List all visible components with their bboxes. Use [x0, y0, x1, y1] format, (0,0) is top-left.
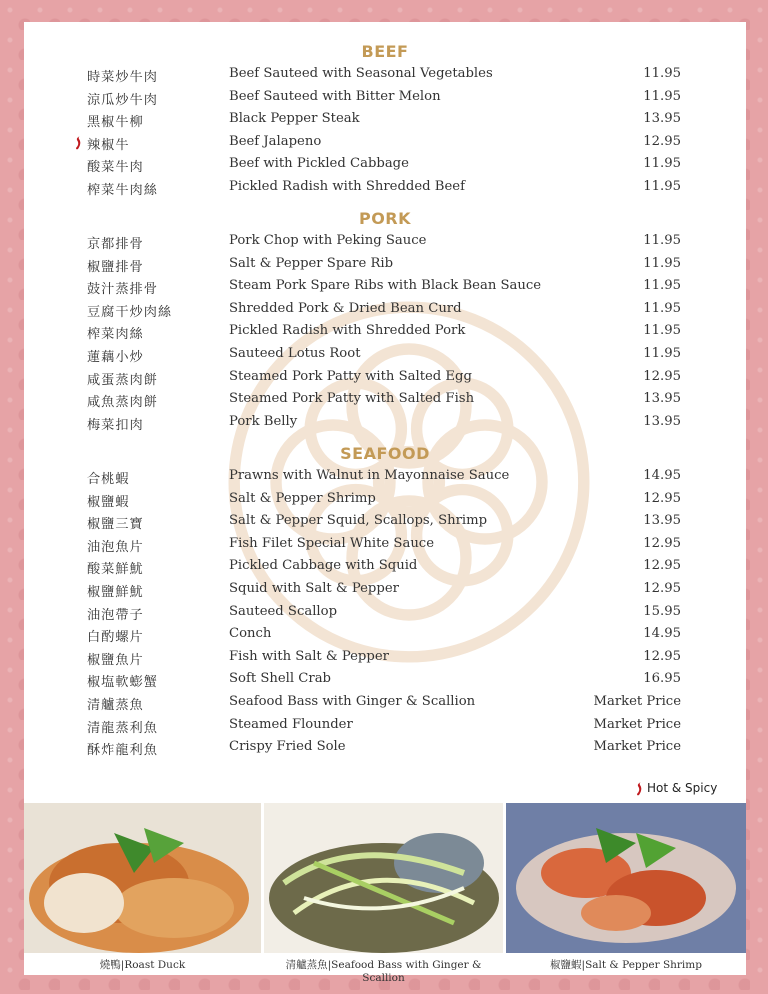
menu-item-price: 12.95: [643, 648, 681, 664]
menu-item-chinese-name: 油泡帶子: [87, 607, 144, 623]
menu-item: [24, 669, 746, 691]
menu-item-price: 13.95: [643, 513, 681, 529]
menu-item-price: 12.95: [643, 558, 681, 574]
menu-item-chinese-name: 椒塩軟蟛蟹: [87, 675, 158, 691]
menu-item-price: 12.95: [643, 133, 681, 149]
menu-item-english-name: Steam Pork Spare Ribs with Black Bean Sauce: [229, 278, 542, 294]
menu-item-english-name: Beef with Pickled Cabbage: [229, 156, 409, 172]
menu-item: [24, 344, 746, 366]
menu-item-english-name: Sauteed Scallop: [229, 603, 338, 619]
menu-item-price: Market Price: [593, 694, 681, 709]
menu-item: [24, 737, 746, 759]
menu-item: [24, 534, 746, 556]
menu-item-english-name: Pickled Radish with Shredded Pork: [229, 323, 466, 339]
steamed-fish-photo: [264, 803, 503, 953]
menu-item-english-name: Beef Sauteed with Seasonal Vegetables: [229, 66, 493, 81]
menu-item-price: 15.95: [643, 603, 681, 619]
menu-item-english-name: Salt & Pepper Shrimp: [229, 490, 376, 506]
section-title-seafood: SEAFOOD: [340, 444, 430, 463]
menu-item-chinese-name: 豆腐干炒肉絲: [87, 304, 173, 320]
menu-item-price: 14.95: [643, 626, 681, 642]
menu-item-price: 12.95: [643, 368, 681, 384]
menu-item: [24, 412, 746, 434]
menu-item-english-name: Beef Jalapeno: [229, 133, 322, 149]
menu-item-english-name: Salt & Pepper Spare Rib: [229, 255, 394, 271]
menu-item: [24, 64, 746, 86]
menu-item-chinese-name: 榨菜牛肉絲: [87, 183, 158, 198]
menu-item-price: 11.95: [643, 233, 681, 248]
menu-item: [24, 715, 746, 737]
menu-item-chinese-name: 酸菜牛肉: [87, 160, 144, 176]
menu-item-english-name: Conch: [229, 626, 272, 642]
photo-caption-roast-duck: 燒鴨|Roast Duck: [99, 959, 186, 971]
menu-item-chinese-name: 椒鹽排骨: [87, 259, 144, 275]
menu-item-chinese-name: 黑椒牛柳: [87, 115, 144, 131]
menu-item-chinese-name: 清龍蒸利魚: [87, 720, 158, 736]
menu-item-chinese-name: 蓮藕小炒: [87, 350, 144, 365]
menu-item-price: 11.95: [643, 88, 681, 104]
menu-item-price: Market Price: [593, 739, 681, 755]
menu-item-english-name: Pickled Cabbage with Squid: [229, 558, 418, 574]
menu-item-chinese-name: 清艫蒸魚: [87, 698, 144, 713]
menu-item-price: 11.95: [643, 300, 681, 316]
photo-caption-shrimp: 椒鹽蝦|Salt & Pepper Shrimp: [550, 959, 702, 971]
menu-page: [24, 22, 746, 984]
menu-item-english-name: Salt & Pepper Squid, Scallops, Shrimp: [229, 513, 488, 529]
menu-item-english-name: Steamed Pork Patty with Salted Fish: [229, 391, 475, 407]
menu-item-chinese-name: 時菜炒牛肉: [87, 70, 158, 85]
menu-item-price: 12.95: [643, 535, 681, 551]
spicy-legend-label: Hot & Spicy: [647, 781, 718, 795]
menu-item-english-name: Fish Filet Special White Sauce: [229, 535, 434, 551]
menu-item-english-name: Pork Belly: [229, 413, 298, 429]
menu-item-english-name: Soft Shell Crab: [229, 671, 332, 687]
menu-item-chinese-name: 梅菜扣肉: [87, 417, 144, 433]
salt-pepper-shrimp-photo: [506, 803, 746, 953]
menu-item-price: 12.95: [643, 581, 681, 596]
menu-item-chinese-name: 京都排骨: [87, 237, 144, 252]
photo-caption-steamed-fish: 清艫蒸魚|Seafood Bass with Ginger & Scallion: [285, 959, 482, 984]
menu-item-english-name: Shredded Pork & Dried Bean Curd: [229, 300, 462, 316]
menu-item-chinese-name: 白酌螺片: [87, 630, 144, 646]
menu-item: [24, 321, 746, 343]
menu-item-price: 13.95: [643, 111, 681, 127]
menu-item-chinese-name: 咸蛋蒸肉餅: [87, 372, 158, 388]
section-title-beef: BEEF: [361, 42, 409, 61]
menu-item: [24, 231, 746, 253]
menu-item-english-name: Black Pepper Steak: [229, 111, 360, 127]
menu-item-price: 16.95: [643, 671, 681, 687]
menu-item-english-name: Steamed Pork Patty with Salted Egg: [229, 368, 472, 384]
menu-item: [24, 602, 746, 624]
menu-item-english-name: Steamed Flounder: [229, 716, 353, 732]
menu-item-chinese-name: 椒鹽魚片: [87, 652, 144, 668]
menu-item-chinese-name: 鼓汁蒸排骨: [87, 282, 158, 298]
menu-item-price: 11.95: [643, 179, 681, 194]
menu-item-english-name: Squid with Salt & Pepper: [229, 581, 399, 596]
menu-item-english-name: Pork Chop with Peking Sauce: [229, 233, 427, 248]
menu-item-chinese-name: 椒鹽三寶: [87, 517, 144, 533]
menu-item: [24, 556, 746, 578]
chili-pepper-icon: [75, 136, 83, 150]
menu-item: [24, 87, 746, 109]
menu-item-english-name: Pickled Radish with Shredded Beef: [229, 179, 465, 194]
menu-item: [24, 154, 746, 176]
menu-item: [24, 177, 746, 199]
spicy-legend: [636, 781, 717, 796]
menu-item-english-name: Fish with Salt & Pepper: [229, 648, 389, 664]
menu-item-price: Market Price: [593, 716, 681, 732]
menu-item-price: 11.95: [643, 278, 681, 294]
menu-item: [24, 511, 746, 533]
menu-item-chinese-name: 椒鹽鮮魷: [87, 585, 144, 600]
menu-item-price: 13.95: [643, 413, 681, 429]
menu-item: [24, 692, 746, 714]
photo-strip: [24, 803, 746, 984]
menu-item: [24, 466, 746, 488]
menu-item-price: 11.95: [643, 156, 681, 172]
menu-item: [24, 367, 746, 389]
menu-item: [24, 624, 746, 646]
menu-item-chinese-name: 酥炸龍利魚: [87, 743, 158, 759]
menu-item-chinese-name: 酸菜鮮魷: [87, 562, 144, 578]
menu-item-english-name: Sauteed Lotus Root: [229, 346, 361, 361]
menu-item: [24, 647, 746, 669]
menu-item-english-name: Seafood Bass with Ginger & Scallion: [229, 694, 476, 709]
menu-item-price: 11.95: [643, 255, 681, 271]
menu-item-price: 13.95: [643, 391, 681, 407]
menu-item-chinese-name: 榨菜肉絲: [87, 327, 144, 343]
menu-item: [24, 579, 746, 601]
menu-item-chinese-name: 涼瓜炒牛肉: [87, 92, 158, 108]
menu-item-price: 14.95: [643, 468, 681, 483]
menu-item-price: 11.95: [643, 323, 681, 339]
menu-item: [24, 132, 746, 154]
menu-item-chinese-name: 辣椒牛: [87, 134, 130, 153]
menu-item-price: 12.95: [643, 490, 681, 506]
menu-item: [24, 109, 746, 131]
menu-item: [24, 489, 746, 511]
menu-item-chinese-name: 油泡魚片: [87, 539, 144, 555]
menu-item: [24, 299, 746, 321]
menu-item: [24, 254, 746, 276]
menu-item-english-name: Prawns with Walnut in Mayonnaise Sauce: [229, 468, 510, 483]
section-title-pork: PORK: [358, 209, 412, 228]
menu-item-chinese-name: 咸魚蒸肉餅: [87, 395, 158, 411]
menu-item-chinese-name: 合桃蝦: [87, 472, 130, 487]
menu-item-price: 11.95: [643, 66, 681, 81]
chili-pepper-icon: [636, 782, 644, 796]
menu-item-english-name: Beef Sauteed with Bitter Melon: [229, 88, 441, 104]
menu-item-chinese-name: 椒鹽蝦: [87, 494, 130, 510]
roast-duck-photo: [24, 803, 261, 953]
menu-item-english-name: Crispy Fried Sole: [229, 739, 346, 755]
menu-item: [24, 389, 746, 411]
menu-item: [24, 276, 746, 298]
menu-item-price: 11.95: [643, 346, 681, 361]
